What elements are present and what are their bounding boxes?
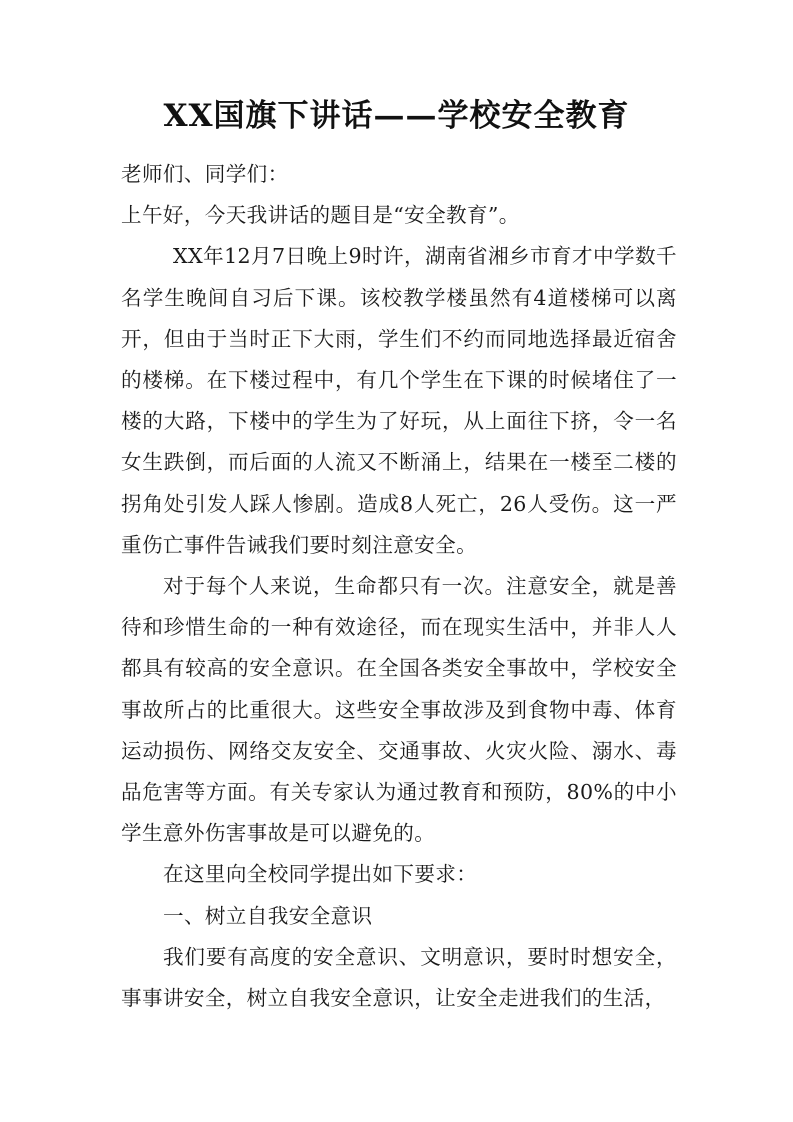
requirements-intro-paragraph: 在这里向全校同学提出如下要求：: [163, 862, 478, 887]
salutation: 老师们、同学们：: [121, 162, 289, 186]
section-heading-1: 一、树立自我安全意识: [163, 903, 373, 928]
greeting-paragraph: 上午好，今天我讲话的题目是“安全教育”。: [121, 203, 520, 228]
section-1-paragraph: 我们要有高度的安全意识、文明意识，要时时想安全，事事讲安全，树立自我安全意识，让安全走进我们的生活，: [121, 944, 677, 1011]
incident-paragraph: XX年12月7日晚上9时许，湖南省湘乡市育才中学数千名学生晚间自习后下课。该校教学楼虽然有4道楼梯可以离开，但由于当时正下大雨，学生们不约而同地选择最近宿舍的楼梯。在下楼过程中，有几个学生在下课的时候堵住了一楼的大路，下楼中的学生为了好玩，从上面往下挤，令一名女生跌倒，而后面的人流又不断涌上，结果在一楼至二楼的拐角处引发人踩人惨剧。造成8人死亡，26人受伤。这一严重伤亡事件告诫我们要时刻注意安全。: [121, 244, 677, 557]
safety-importance-paragraph: 对于每个人来说，生命都只有一次。注意安全，就是善待和珍惜生命的一种有效途径，而在现实生活中，并非人人都具有较高的安全意识。在全国各类安全事故中，学校安全事故所占的比重很大。这些安全事故涉及到食物中毒、体育运动损伤、网络交友安全、交通事故、火灾火险、溺水、毒品危害等方面。有关专家认为通过教育和预防，80%的中小学生意外伤害事故是可以避免的。: [121, 574, 677, 846]
document-title: XX国旗下讲话——学校安全教育: [163, 98, 630, 134]
document-body: [121, 154, 677, 1019]
